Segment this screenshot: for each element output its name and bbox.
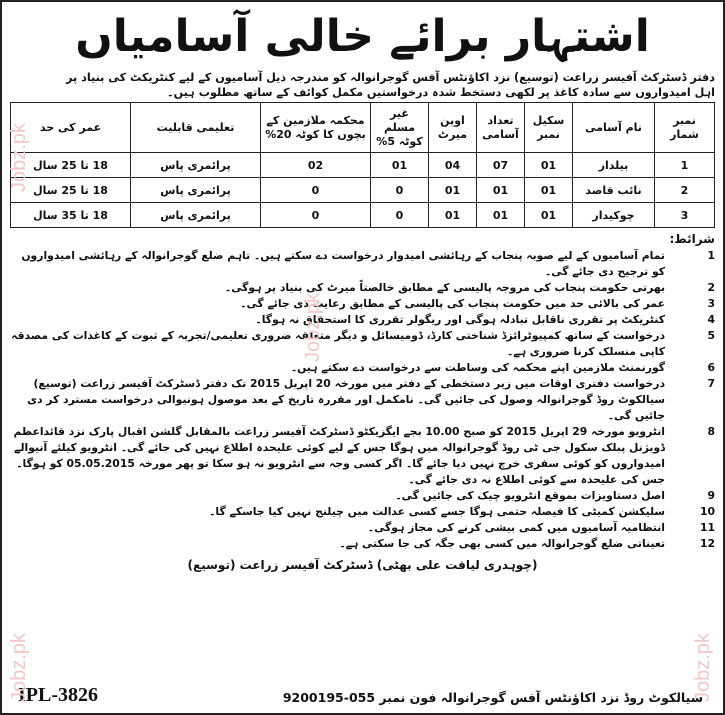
condition-text: عمر کی بالائی حد میں حکومت پنجاب کی پالیسی کے مطابق رعایت دی جائے گی۔	[240, 297, 665, 310]
header-scale: سکیل نمبر	[525, 103, 573, 153]
header-serial: نمبر شمار	[655, 103, 715, 153]
intro-text	[10, 70, 715, 100]
table-header-row	[11, 103, 715, 153]
cell-employee-quota: 02	[261, 153, 371, 178]
condition-text: درخواست دفتری اوقات میں زیر دستخطی کے دفتر میں مورخہ 20 اپریل 2015 تک دفتر ڈسٹرکٹ آفیسر زراعت (توسیع) سیالکوٹ روڈ گوجرانوالہ وصول کی جائیں گی۔ نامکمل اور مقررہ تاریخ کے بعد موصول ہونیوالی درخواست مسترد کر دی جائیں گی۔	[27, 377, 665, 422]
list-item	[10, 520, 715, 536]
ad-heading: اشتہار برائے خالی آسامیاں	[75, 11, 650, 62]
condition-text: انتظامیہ آسامیوں میں کمی بیشی کرنے کی مجاز ہوگی۔	[367, 521, 665, 534]
table-row	[11, 153, 715, 178]
cell-qualification: پرائمری پاس	[131, 153, 261, 178]
list-item	[10, 424, 715, 488]
ipl-number: IPL-3826	[18, 684, 98, 706]
heading-banner	[10, 8, 715, 68]
list-item	[10, 504, 715, 520]
condition-number: 4	[707, 313, 715, 326]
table-row	[11, 178, 715, 203]
intro-line-1: دفتر ڈسٹرکٹ آفیسر زراعت (توسیع) نزد اکاؤنٹس آفس گوجرانوالہ کو مندرجہ ذیل آسامیوں کے لیے کنٹریکٹ کی بنیاد پر	[66, 71, 715, 84]
intro-line-2: اہل امیدواروں سے سادہ کاغذ پر لکھی دستخط شدہ درخواستیں مکمل کوائف کے ساتھ مطلوب ہیں۔	[167, 86, 715, 99]
signatory: (چوہدری لیاقت علی بھٹی) ڈسٹرکٹ آفیسر زراعت (توسیع)	[187, 558, 538, 572]
condition-number: 1	[707, 249, 715, 262]
cell-count: 01	[477, 203, 525, 228]
condition-number: 3	[707, 297, 715, 310]
condition-number: 6	[707, 361, 715, 374]
condition-number: 8	[707, 425, 715, 438]
office-address: سیالکوٹ روڈ نزد اکاؤنٹس آفس گوجرانوالہ فون نمبر 055-9200195	[282, 690, 703, 705]
list-item	[10, 280, 715, 296]
cell-employee-quota: 0	[261, 203, 371, 228]
condition-text: بھرتی حکومت پنجاب کی مروجہ پالیسی کے مطابق خالصتاً میرٹ کی بنیاد پر ہوگی۔	[224, 281, 665, 294]
cell-count: 01	[477, 178, 525, 203]
cell-qualification: پرائمری پاس	[131, 178, 261, 203]
watermark: Jobz.pk	[8, 633, 30, 702]
cell-age-limit: 18 تا 25 سال	[11, 178, 131, 203]
list-item	[10, 312, 715, 328]
condition-text: درخواست کے ساتھ کمپیوٹرائزڈ شناختی کارڈ، ڈومیسائل و دیگر متعلقہ ضروری تعلیمی/تجربہ کے ثبوت کے کاغذات کی مصدقہ کاپی منسلک کرنا ضروری ہے۔	[11, 329, 665, 358]
cell-serial: 2	[655, 178, 715, 203]
condition-number: 9	[707, 489, 715, 502]
conditions-title: شرائط:	[669, 232, 715, 246]
cell-minority: 0	[371, 178, 429, 203]
cell-age-limit: 18 تا 25 سال	[11, 153, 131, 178]
header-qualification: تعلیمی قابلیت	[131, 103, 261, 153]
list-item	[10, 488, 715, 504]
cell-scale: 01	[525, 178, 573, 203]
condition-number: 2	[707, 281, 715, 294]
cell-post: نائب قاصد	[573, 178, 655, 203]
condition-number: 5	[707, 329, 715, 342]
cell-minority: 01	[371, 153, 429, 178]
cell-open-merit: 04	[429, 153, 477, 178]
cell-post: چوکیدار	[573, 203, 655, 228]
conditions-list	[10, 248, 715, 552]
condition-number: 7	[707, 377, 715, 390]
cell-count: 07	[477, 153, 525, 178]
header-open-merit: اوپن میرٹ	[429, 103, 477, 153]
header-employee-quota: محکمہ ملازمین کے بچوں کا کوٹہ 20%	[261, 103, 371, 153]
cell-employee-quota: 0	[261, 178, 371, 203]
condition-number: 11	[699, 521, 715, 534]
cell-serial: 3	[655, 203, 715, 228]
header-minority-quota: غیر مسلم کوٹہ 5%	[371, 103, 429, 153]
condition-text: سلیکشن کمیٹی کا فیصلہ حتمی ہوگا جسے کسی عدالت میں چیلنج نہیں کیا جاسکے گا۔	[209, 505, 665, 518]
condition-text: تمام آسامیوں کے لیے صوبہ پنجاب کے رہائشی امیدوار درخواست دے سکتے ہیں۔ تاہم ضلع گوجرانوالہ کے رہائشی امیدواروں کو ترجیح دی جائے گی۔	[21, 249, 665, 278]
cell-serial: 1	[655, 153, 715, 178]
condition-text: اصل دستاویزات بموقع انٹرویو چیک کی جائیں گی۔	[395, 489, 665, 502]
condition-text: کنٹریکٹ پر تقرری ناقابل تبادلہ ہوگی اور ریگولر تقرری کا استحقاق نہ ہوگا۔	[255, 313, 665, 326]
list-item	[10, 360, 715, 376]
footer-bar	[12, 681, 713, 707]
condition-text: تعیناتی ضلع گوجرانوالہ میں کسی بھی جگہ کی جا سکتی ہے۔	[339, 537, 665, 550]
header-count: تعداد آسامی	[477, 103, 525, 153]
list-item	[10, 376, 715, 424]
header-age-limit: عمر کی حد	[11, 103, 131, 153]
cell-open-merit: 01	[429, 203, 477, 228]
cell-scale: 01	[525, 203, 573, 228]
condition-text: انٹرویو مورخہ 29 اپریل 2015 کو صبح 10.00 بجے ایگزیکٹو ڈسٹرکٹ آفیسر زراعت بالمقابل گلشن اقبال پارک نزد قائداعظم ڈویژنل پبلک سکول جی ٹی روڈ گوجرانوالہ میں ہوگا جس کے لیے کوئی علیحدہ اطلاع نہیں کی جائے گی۔ انٹرویو کیلئے آنیوالے امیدواروں کو کوئی سفری خرچ نہیں دیا جائے گا۔ اگر کسی وجہ سے انٹرویو نہ ہو سکا تو پھر مورخہ 05.05.2015 کو ہوگا۔ جس کی علیحدہ سے کوئی اطلاع نہ دی جائے گی۔	[13, 425, 665, 486]
cell-age-limit: 18 تا 35 سال	[11, 203, 131, 228]
cell-post: بیلدار	[573, 153, 655, 178]
cell-scale: 01	[525, 153, 573, 178]
condition-number: 12	[699, 537, 715, 550]
list-item	[10, 328, 715, 360]
list-item	[10, 536, 715, 552]
list-item	[10, 296, 715, 312]
condition-text: گورنمنٹ ملازمین اپنے محکمہ کی وساطت سے درخواست دے سکتے ہیں۔	[290, 361, 665, 374]
list-item	[10, 248, 715, 280]
header-post: نام آسامی	[573, 103, 655, 153]
cell-open-merit: 01	[429, 178, 477, 203]
cell-qualification: پرائمری پاس	[131, 203, 261, 228]
cell-minority: 0	[371, 203, 429, 228]
watermark: Jobz.pk	[692, 633, 714, 702]
watermark: Jobz.pk	[302, 293, 324, 362]
watermark: Jobz.pk	[8, 123, 30, 192]
condition-number: 10	[699, 505, 715, 518]
vacancies-table	[10, 102, 715, 228]
table-row	[11, 203, 715, 228]
